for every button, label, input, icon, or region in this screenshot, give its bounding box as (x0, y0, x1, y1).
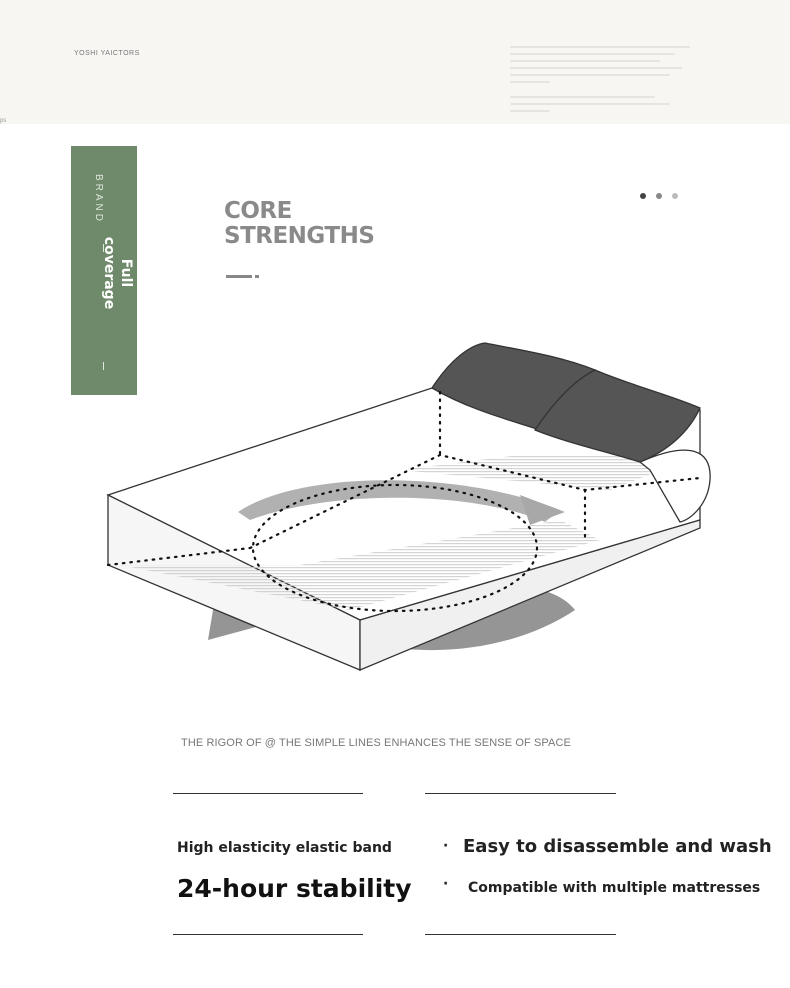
carousel-dot[interactable] (656, 193, 662, 199)
section-title-line2: STRENGTHS (224, 223, 375, 249)
feature-label-line1: Full (118, 258, 134, 288)
section-title-line1: CORE (224, 198, 292, 224)
tagline: THE RIGOR OF @ THE SIMPLE LINES ENHANCES THE SENSE OF SPACE (181, 737, 571, 749)
carousel-dot[interactable] (672, 193, 678, 199)
feature-compatible: Compatible with multiple mattresses (468, 880, 761, 896)
corner-note: ps (0, 118, 7, 124)
divider-line (173, 934, 363, 935)
brand-word: BRAND (93, 174, 104, 225)
divider-line (425, 793, 616, 794)
feature-washable: Easy to disassemble and wash (463, 836, 772, 857)
bullet-icon: · (443, 876, 449, 892)
divider-line (173, 793, 363, 794)
feature-label-line2: coverage (101, 236, 117, 310)
faded-description-text (510, 46, 700, 117)
title-underline (226, 275, 252, 278)
fitted-sheet-mattress-illustration (0, 330, 790, 680)
feature-stability: 24-hour stability (177, 874, 412, 903)
feature-label (100, 228, 134, 318)
header-band (0, 0, 790, 124)
bullet-icon: · (443, 838, 449, 854)
feature-elastic-band: High elasticity elastic band (177, 840, 392, 856)
title-underline-dot (255, 275, 259, 278)
section-title (224, 199, 374, 249)
brand-text: YOSHI YAICTORS (74, 50, 140, 57)
carousel-dots (640, 193, 678, 199)
divider-line (425, 934, 616, 935)
carousel-dot[interactable] (640, 193, 646, 199)
